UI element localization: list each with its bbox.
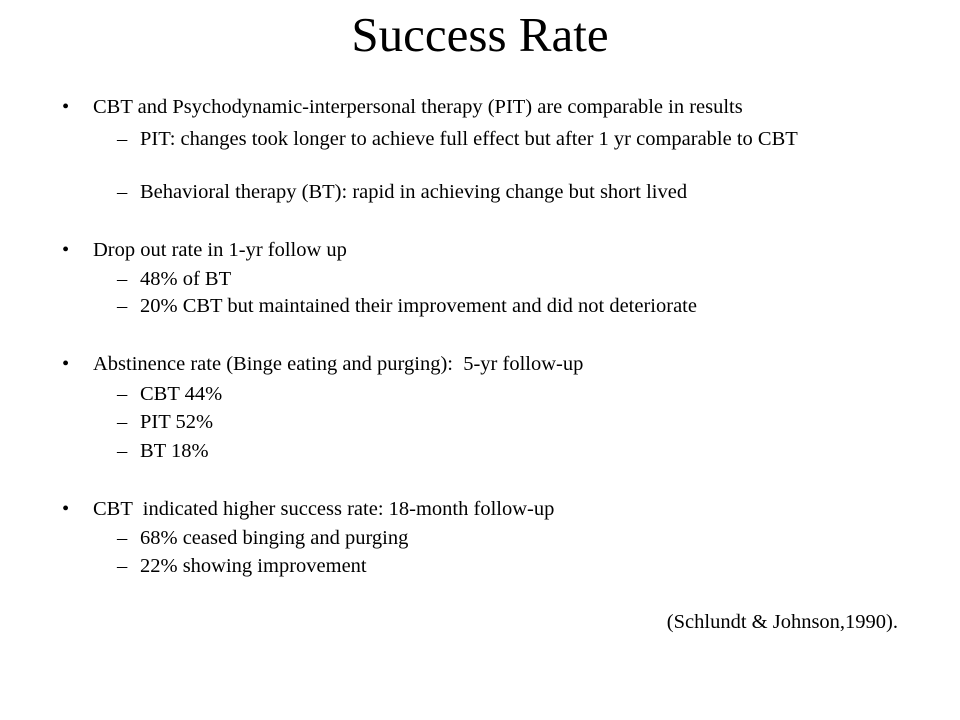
sub-item: [0, 296, 960, 338]
sub-item-marker: –: [117, 268, 128, 290]
sub-item-marker: –: [117, 555, 128, 577]
sub-item-marker: –: [117, 128, 128, 150]
sub-item-marker: –: [117, 383, 128, 405]
sub-item-text: PIT: changes took longer to achieve full effect but after 1 yr comparable to CBT: [140, 128, 798, 150]
bullet-text: Abstinence rate (Binge eating and purging): 5-yr follow-up: [93, 353, 584, 375]
sub-item: [0, 129, 960, 171]
bullet-text: CBT and Psychodynamic-interpersonal therapy (PIT) are comparable in results: [93, 96, 743, 118]
bullet-text: CBT indicated higher success rate: 18-month follow-up: [93, 498, 555, 520]
sub-item-marker: –: [117, 527, 128, 549]
sub-item: [0, 182, 960, 224]
bullet-text: Drop out rate in 1-yr follow up: [93, 239, 347, 261]
sub-item: [0, 441, 960, 483]
sub-item-marker: –: [117, 440, 128, 462]
bullet-marker: •: [62, 96, 70, 118]
sub-item-text: Behavioral therapy (BT): rapid in achieving change but short lived: [140, 181, 688, 203]
bullet-marker: •: [62, 498, 70, 520]
sub-item-text: 68% ceased binging and purging: [140, 527, 409, 549]
bullet-marker: •: [62, 353, 70, 375]
sub-item-text: PIT 52%: [140, 411, 214, 433]
slide-title: Success Rate: [351, 7, 609, 62]
sub-item-marker: –: [117, 181, 128, 203]
sub-item-text: 48% of BT: [140, 268, 232, 290]
sub-item-marker: –: [117, 295, 128, 317]
sub-item-text: 22% showing improvement: [140, 555, 367, 577]
sub-item-text: CBT 44%: [140, 383, 223, 405]
sub-item-text: 20% CBT but maintained their improvement and did not deteriorate: [140, 295, 697, 317]
citation: (Schlundt & Johnson,1990).: [666, 611, 898, 633]
sub-item: [0, 556, 960, 598]
sub-item-text: BT 18%: [140, 440, 209, 462]
sub-item-marker: –: [117, 411, 128, 433]
bullet-marker: •: [62, 239, 70, 261]
